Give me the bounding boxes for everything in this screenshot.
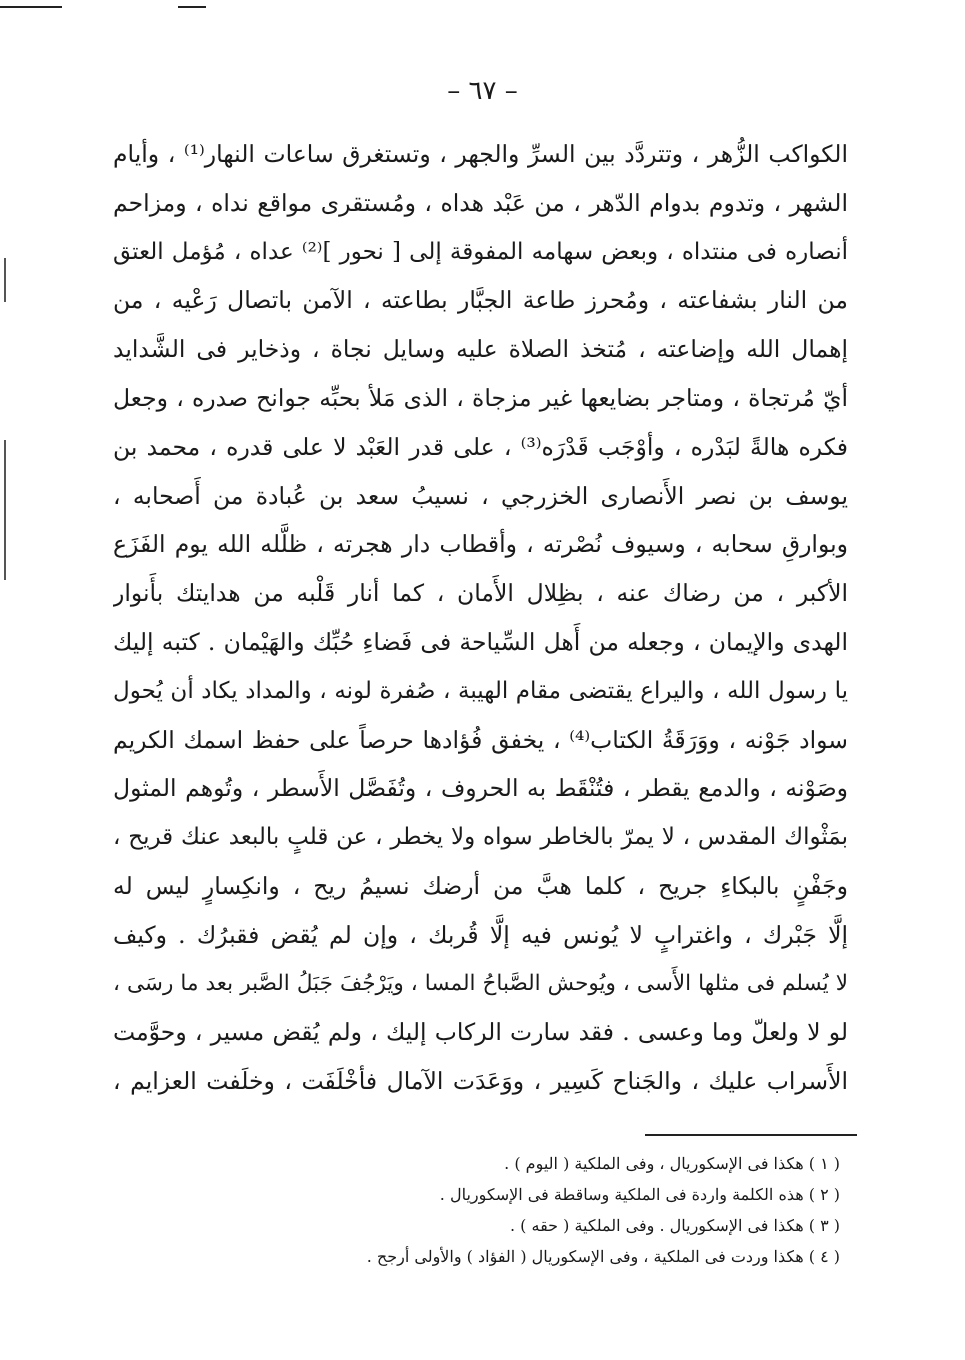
body-line: بمَثْواك المقدس ، لا يمرّ بالخاطر سواه ولا يخطر ، عن قلبٍ بالبعد عنك قريح ، — [113, 824, 848, 851]
footnote: ( ٤ ) هكذا وردت فى الملكية ، وفى الإسكوريال ( الفؤاد ) والأولى أرجح . — [366, 1247, 840, 1266]
body-line: من النار بشفاعته ، ومُحرز طاعة الجبَّار بطاعته ، الآمن باتصال رَعْيه ، من — [113, 286, 848, 315]
body-line: الكواكب الزُّهر ، وتتردَّد بين السرِّ والجهر ، وتستغرق ساعات النهار⁽¹⁾ ، وأيام — [113, 140, 848, 168]
body-line: الأكبر ، من رضاك عنه ، بظِلال الأَمان ، كما أنار قَلْبه من هدايتك بأَنوار — [113, 579, 848, 608]
scan-edge-mark — [4, 440, 6, 580]
body-line: الأَسراب عليك ، والجَناح كَسِير ، ووَعَدَت الآمال فأخْلَفَت ، وخلَفت العزايم ، — [113, 1067, 848, 1096]
scan-edge-mark — [4, 258, 6, 302]
body-line: يوسف بن نصر الأَنصارى الخزرجي ، نسيبُ سعد بن عُبادة من أَصحابه ، — [113, 481, 848, 510]
body-line: وصَوْنه ، والدمع يقطر ، فتُنْقَط به الحروف ، وتُفَصَّل الأَسطر ، وتُوهم المثول — [113, 774, 848, 803]
body-line: أنصاره فى منتداه ، وبعض سهامه المفوقة إلى [ نحور ]⁽²⁾ عداه ، مُؤمل العتق — [113, 238, 848, 265]
body-text — [113, 130, 848, 1106]
body-line: لو لا ولعلّ وما وعسى . فقد سارت الركاب إليك ، ولم يُقض مسير ، وحوَّمت — [113, 1018, 848, 1047]
body-line: الشهر ، وتدوم بدوام الدّهر ، من عَبْد هداه ، ومُستقرى مواقع نداه ، ومزاحم — [113, 188, 848, 217]
body-line: وجَفْنٍ بالبكاءِ جريح ، كلما هبَّ من أرضك نسيمُ ريح ، وانكِسارٍ ليس له — [113, 871, 848, 900]
scan-edge-mark — [178, 6, 206, 8]
body-line: يا رسول الله ، واليراع يقتضى مقام الهيبة ، صُفرة لونه ، والمداد يكاد أن يُحول — [113, 677, 848, 704]
body-line: سواد جَوْنه ، ووَرَقَةُ الكتاب⁽⁴⁾ ، يخفق فُؤادها حرصاً على حفظ اسمك الكريم — [113, 725, 848, 754]
body-line: لا يُسلم فى مثلها الأَسى ، ويُوحش الصَّباحُ المسا ، ويَرْجُفَ جَبَلُ الصَّبر بعد ما رسَى ، — [113, 970, 848, 996]
page-number: – ٦٧ – — [447, 76, 518, 106]
body-line: أيّ مُرتجاة ، ومتاجر بضايعها غير مزجاة ، الذى مَلأ بحبِّه جوانح صدره ، وجعل — [113, 383, 848, 412]
scan-edge-mark — [0, 6, 62, 8]
body-line: الهدى والإيمان ، وجعله من أَهل السِّياحة فى فَضاءِ حُبِّك والهَيْمان . كتبه إليك — [113, 627, 848, 656]
body-line: إهمال الله وإضاعته ، مُتخذ الصلاة عليه وسايل نجاة ، وذخاير فى الشَّدايد — [113, 335, 848, 364]
footnote: ( ١ ) هكذا فى الإسكوريال ، وفى الملكية ( اليوم ) . — [504, 1154, 840, 1173]
body-line: إلَّا جَبْرك ، واغترابٍ لا يُونس فيه إلَّا قُربك ، وإن لم يُقض فقبرُك . وكيف — [113, 920, 848, 949]
body-line: وبوارقِ سحابه ، وسيوف نُصْرته ، وأقطاب دار هجرته ، ظلَّله الله يوم الفَزَع — [113, 530, 848, 559]
body-line: فكره هالةً لبَدْره ، وأوْجَب قَدْرَه⁽³⁾ ، على قدر العَبْد لا على قدره ، محمد بن — [113, 432, 848, 461]
footnote: ( ٢ ) هذه الكلمة واردة فى الملكية وساقطة فى الإسكوريال . — [439, 1185, 840, 1204]
footnote-separator — [645, 1134, 857, 1136]
footnote: ( ٣ ) هكذا فى الإسكوريال . وفى الملكية ( حقه ) . — [509, 1216, 840, 1235]
footnotes — [300, 1148, 840, 1272]
